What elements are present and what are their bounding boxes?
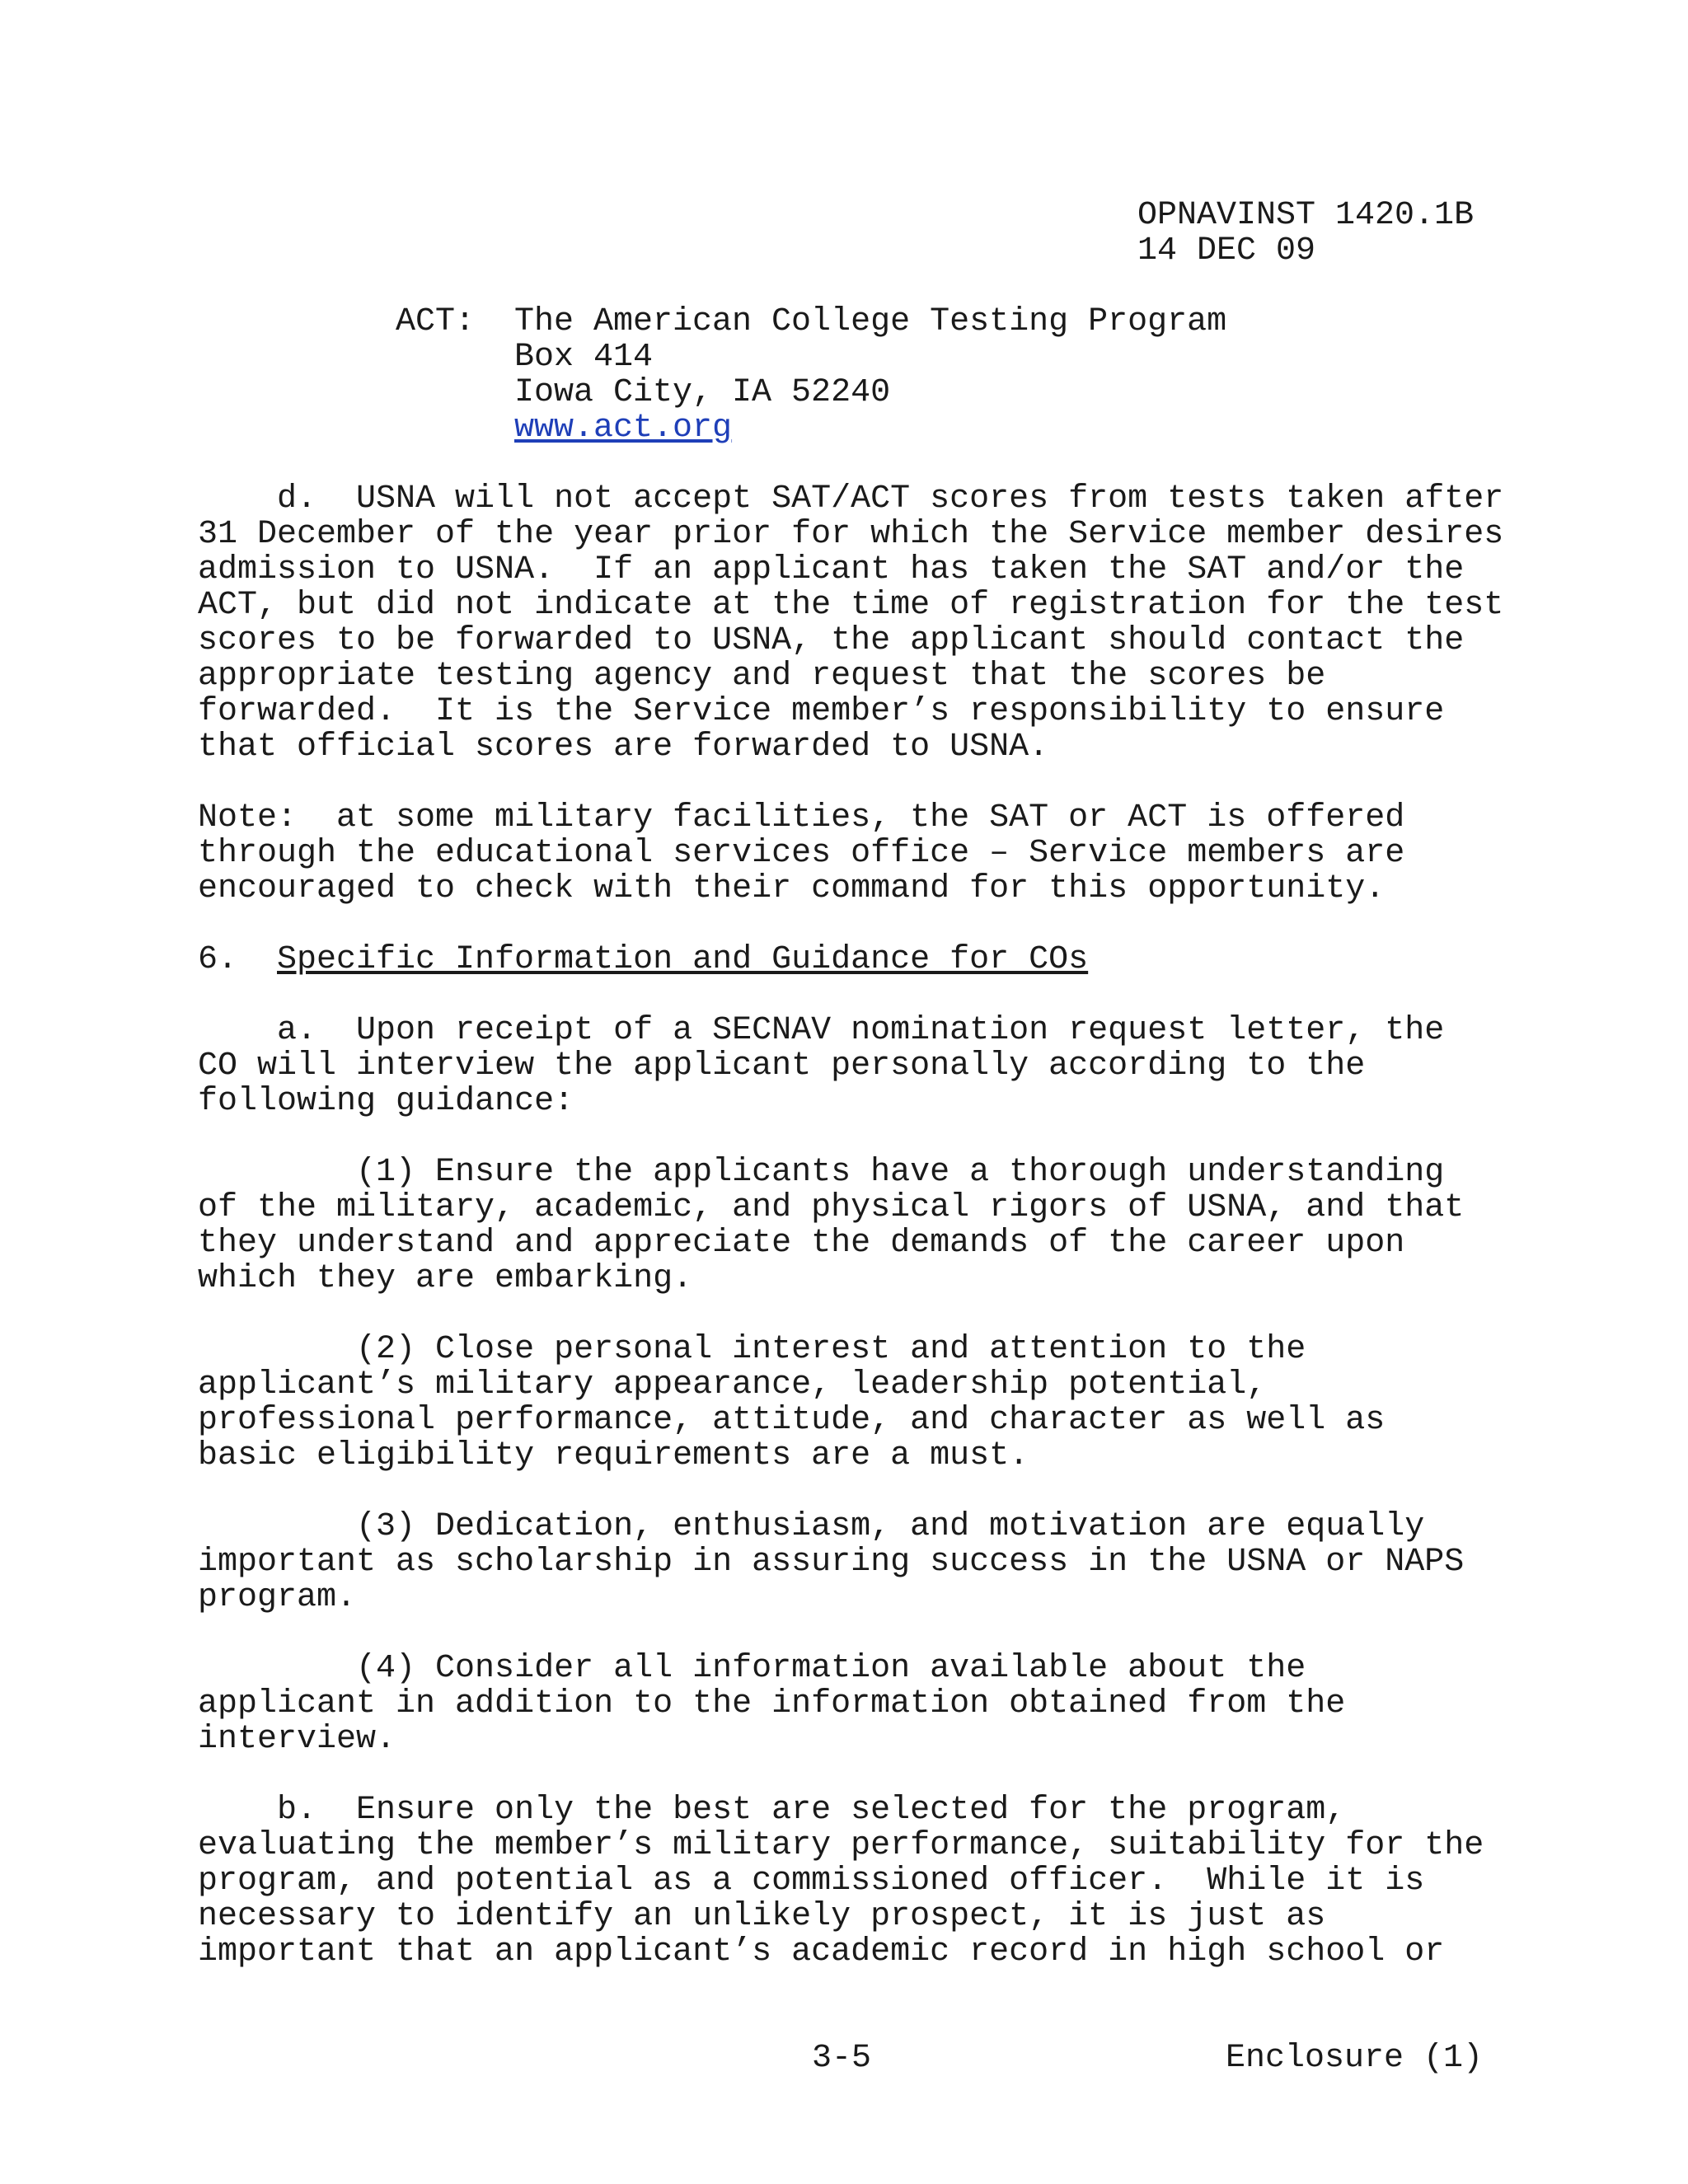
text-line: (4) Consider all information available about the <box>198 1650 1306 1687</box>
act-address-line: The American College Testing Program <box>514 303 1227 340</box>
text-line: through the educational services office – Service members are <box>198 835 1405 872</box>
text-line: (1) Ensure the applicants have a thorough understanding <box>198 1154 1445 1191</box>
instruction-number: OPNAVINST 1420.1B <box>1137 197 1475 234</box>
text-line: encouraged to check with their command for this opportunity. <box>198 870 1386 907</box>
text-line: basic eligibility requirements are a must. <box>198 1437 1029 1474</box>
text-line: b. Ensure only the best are selected for the program, <box>198 1792 1346 1829</box>
text-line: professional performance, attitude, and character as well as <box>198 1402 1386 1439</box>
text-line: 31 December of the year prior for which the Service member desires <box>198 516 1504 553</box>
act-address-line: Box 414 <box>514 339 654 376</box>
text-line: program. <box>198 1579 357 1616</box>
text-line: (3) Dedication, enthusiasm, and motivation are equally <box>198 1508 1425 1545</box>
text-line: applicant’s military appearance, leadership potential, <box>198 1366 1267 1404</box>
text-line: necessary to identify an unlikely prospect, it is just as <box>198 1898 1326 1935</box>
text-line: of the military, academic, and physical rigors of USNA, and that <box>198 1189 1465 1226</box>
text-line: applicant in addition to the information obtained from the <box>198 1685 1346 1722</box>
text-line: forwarded. It is the Service member’s responsibility to ensure <box>198 693 1445 730</box>
text-line: scores to be forwarded to USNA, the applicant should contact the <box>198 622 1465 659</box>
text-line: a. Upon receipt of a SECNAV nomination request letter, the <box>198 1012 1445 1049</box>
text-line: evaluating the member’s military performance, suitability for the <box>198 1827 1484 1864</box>
text-line: that official scores are forwarded to USNA. <box>198 729 1049 766</box>
act-website-link[interactable]: www.act.org <box>514 410 733 447</box>
text-line: following guidance: <box>198 1083 574 1120</box>
text-line: ACT, but did not indicate at the time of registration for the test <box>198 587 1504 624</box>
text-line: interview. <box>198 1721 396 1758</box>
section-heading: Specific Information and Guidance for COs <box>277 941 1089 978</box>
act-address-line: Iowa City, IA 52240 <box>514 374 891 411</box>
document-date: 14 DEC 09 <box>1137 232 1316 269</box>
text-line: Note: at some military facilities, the SAT or ACT is offered <box>198 799 1405 837</box>
enclosure-label: Enclosure (1) <box>1226 2040 1484 2077</box>
text-line: CO will interview the applicant personally according to the <box>198 1047 1366 1085</box>
text-line: which they are embarking. <box>198 1260 693 1297</box>
text-line: appropriate testing agency and request that the scores be <box>198 658 1326 695</box>
text-line: (2) Close personal interest and attention to the <box>198 1331 1306 1368</box>
text-line: admission to USNA. If an applicant has taken the SAT and/or the <box>198 551 1465 588</box>
text-line: important that an applicant’s academic record in high school or <box>198 1933 1445 1971</box>
act-label: ACT: <box>396 303 476 340</box>
text-line: they understand and appreciate the demands of the career upon <box>198 1225 1405 1262</box>
page-number: 3-5 <box>812 2040 872 2077</box>
text-line: d. USNA will not accept SAT/ACT scores from tests taken after <box>198 480 1504 518</box>
text-line: important as scholarship in assuring success in the USNA or NAPS <box>198 1544 1465 1581</box>
section-number: 6. <box>198 941 238 978</box>
text-line: program, and potential as a commissioned officer. While it is <box>198 1863 1425 1900</box>
